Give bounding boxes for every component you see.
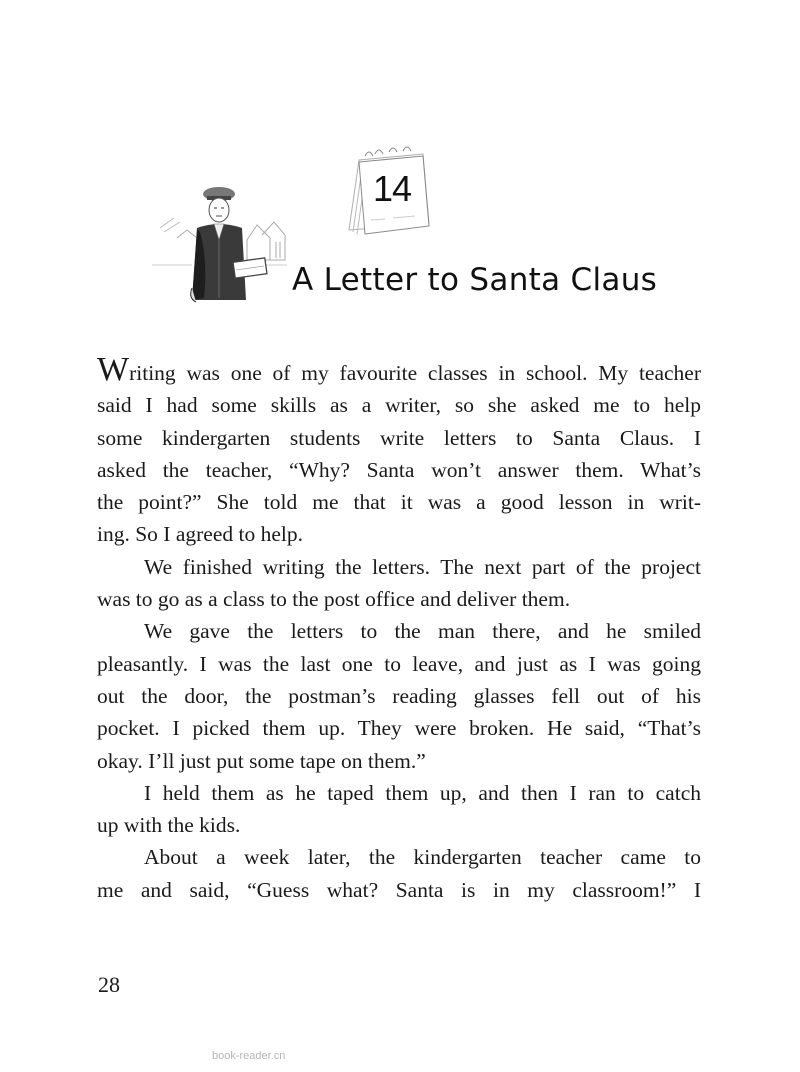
chapter-title: A Letter to Santa Claus xyxy=(292,262,658,298)
drop-cap: W xyxy=(97,351,130,388)
paragraph-3: We gave the letters to the man there, and he smiled pleasantly. I was the last one to leave, and just as I was going out the door, the postman’s reading glasses fell out of his pocket. I picked them up. They were broken. He said, “That’s okay. I’ll just put some tape on them.” xyxy=(97,619,701,773)
postman-icon xyxy=(152,180,287,305)
page-number: 28 xyxy=(98,972,120,997)
paragraph-2: We finished writing the letters. The next part of the project was to go as a class to the post office and deliver them. xyxy=(97,554,701,612)
paragraph-4: I held them as he taped them up, and then I ran to catch up with the kids. xyxy=(97,780,701,838)
watermark: book-reader.cn xyxy=(212,1050,286,1062)
paragraph-5: About a week later, the kindergarten teacher came to me and said, “Guess what? Santa is in my classroom!” I xyxy=(97,845,701,902)
paragraph-1: Writing was one of my favourite classes in school. My teacher said I had some skills as a writer, so she asked me to help some kindergarten students write letters to Santa Claus. I asked the teacher, “Why? Santa won’t answer them. What’s the point?” She told me that it was a good lesson in writ- ing. So I agreed to help. xyxy=(97,351,701,547)
chapter-body xyxy=(97,351,701,906)
chapter-number: 14 xyxy=(372,168,412,209)
